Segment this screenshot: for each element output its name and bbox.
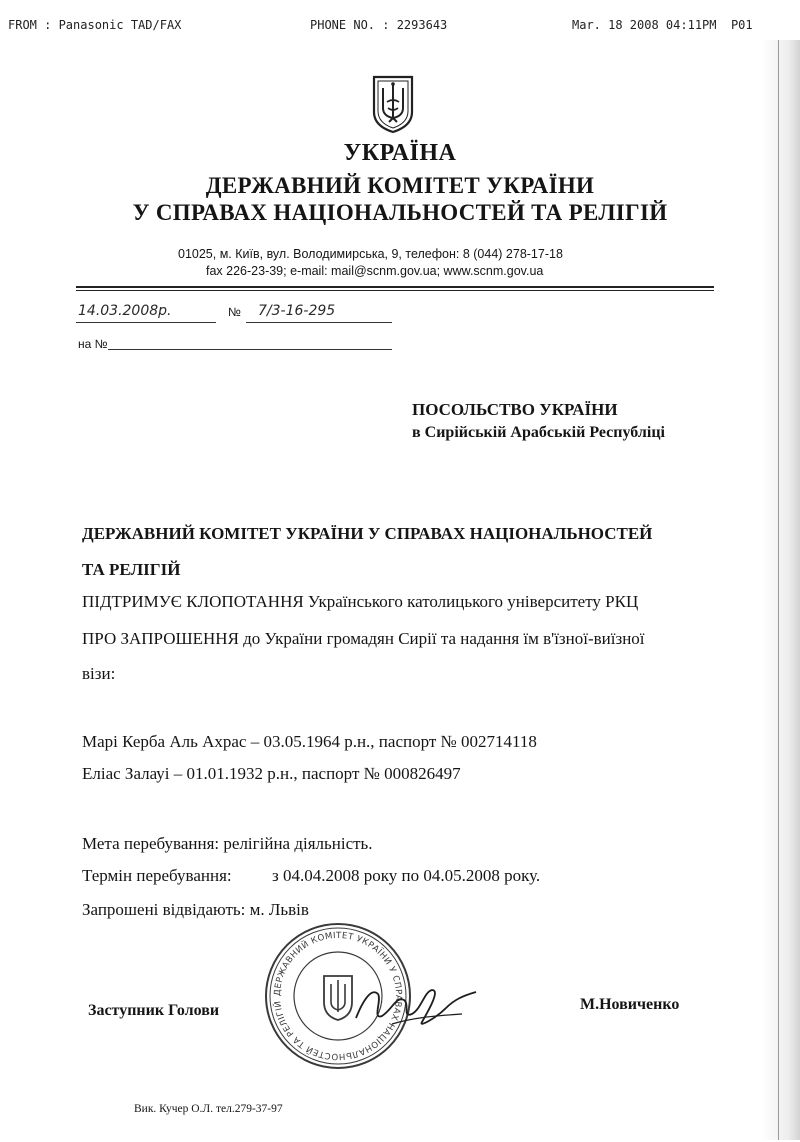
fax-phone: PHONE NO. : 2293643 [310,18,448,32]
fax-from: FROM : Panasonic TAD/FAX [8,18,182,32]
invitee-2: Еліас Залауі – 01.01.1932 р.н., паспорт № 000826497 [82,764,461,783]
signatory-name: М.Новиченко [580,996,680,1013]
reference-number-underline [246,322,392,323]
fax-datetime: Mar. 18 2008 04:11PM P01 [572,18,753,32]
body-paragraph-line2: ПРО ЗАПРОШЕННЯ до України громадян Сирії та надання їм в'їзної-виїзної [82,629,645,648]
recipient-line2: в Сирійській Арабській Республіці [412,424,665,441]
stay-term-label: Термін перебування: [82,866,232,885]
letterhead-rule-top [76,286,714,288]
reply-to-label: на № [78,337,108,351]
signatory-position: Заступник Голови [88,1002,220,1019]
body-heading-line1: ДЕРЖАВНИЙ КОМІТЕТ УКРАЇНИ У СПРАВАХ НАЦІОНАЛЬНОСТЕЙ [82,524,653,543]
reply-to-underline [108,349,392,350]
letterhead-country: УКРАЇНА [343,140,457,166]
body-paragraph-line3: візи: [82,664,116,683]
reference-number: 7/3-16-295 [258,303,336,319]
body-paragraph-line1: ПІДТРИМУЄ КЛОПОТАННЯ Українського католицького університету РКЦ [82,592,639,611]
invitee-1: Марі Керба Аль Ахрас – 03.05.1964 р.н., паспорт № 002714118 [82,732,537,751]
stay-purpose: Мета перебування: релігійна діяльність. [82,834,373,853]
body-heading-line2: ТА РЕЛІГІЙ [82,560,181,579]
reference-date: 14.03.2008р. [78,303,172,319]
executor-note: Вик. Кучер О.Л. тел.279-37-97 [134,1103,283,1115]
reference-number-label: № [228,305,241,319]
stay-term-value: з 04.04.2008 року по 04.05.2008 року. [272,866,541,885]
letterhead-address-line2: fax 226-23-39; e-mail: mail@scnm.gov.ua; www.scnm.gov.ua [206,264,544,278]
reference-date-underline [76,322,216,323]
letterhead-committee-line1: ДЕРЖАВНИЙ КОМІТЕТ УКРАЇНИ [205,173,595,198]
letterhead-address-line1: 01025, м. Київ, вул. Володимирська, 9, телефон: 8 (044) 278-17-18 [178,247,563,261]
trident-emblem-icon [371,74,415,134]
handwritten-signature-icon [352,978,482,1032]
letterhead-committee-line2: У СПРАВАХ НАЦІОНАЛЬНОСТЕЙ ТА РЕЛІГІЙ [132,200,668,225]
letterhead-rule-bottom [76,290,714,291]
stamp-text: ДЕРЖАВНИЙ КОМІТЕТ УКРАЇНИ У СПРАВАХ НАЦІОНАЛЬНОСТЕЙ ТА РЕЛІГІЙ [272,930,404,1062]
visit-city: Запрошені відвідають: м. Львів [82,900,309,919]
recipient-line1: ПОСОЛЬСТВО УКРАЇНИ [412,400,618,419]
